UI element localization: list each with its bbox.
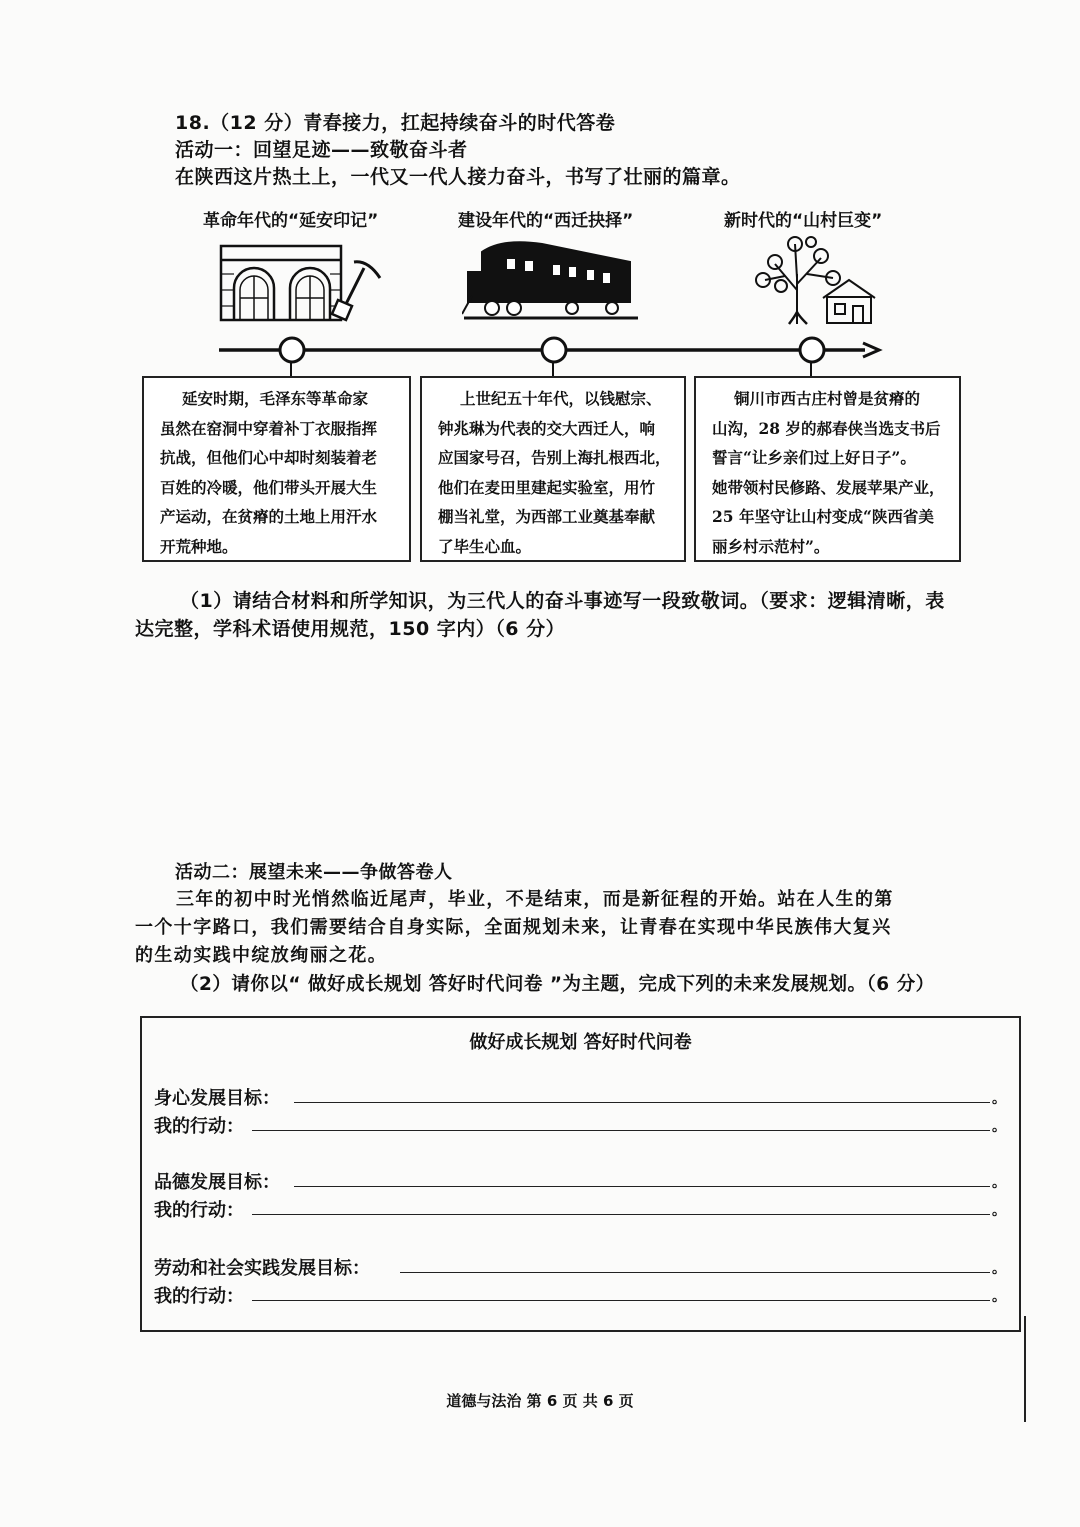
growth-plan-form	[140, 1016, 1021, 1332]
box-line: 百姓的冷暖，他们带头开展大生	[160, 477, 378, 497]
box-line: 钟兆琳为代表的交大西迁人，响	[438, 418, 656, 438]
box-line: 铜川市西古庄村曾是贫瘠的	[734, 389, 921, 408]
sub-question-2: （2）请你以“ 做好成长规划 答好时代问卷 ”为主题，完成下列的未来发展规划。（6 分）	[180, 974, 935, 995]
end-mark: 。	[992, 1203, 1006, 1219]
goal-label-labor-social: 劳动和社会实践发展目标：	[154, 1258, 370, 1279]
activity2-para-line1: 三年的初中时光悄然临近尾声，毕业，不是结束，而是新征程的开始。站在人生的第	[176, 889, 894, 910]
action-label-2: 我的行动：	[154, 1200, 244, 1221]
connector-1	[290, 362, 292, 376]
goal-input-physical-mental[interactable]	[294, 1102, 990, 1103]
box-line: 25 年坚守让山村变成“陕西省美	[712, 507, 934, 526]
box-line: 誓言“让乡亲们过上好日子”。	[712, 448, 916, 467]
sub-question-1-line1: （1）请结合材料和所学知识，为三代人的奋斗事迹写一段致敬词。（要求：逻辑清晰，表	[180, 590, 945, 612]
end-mark: 。	[992, 1091, 1006, 1107]
era-box-revolution	[142, 376, 411, 562]
era-title-construction: 建设年代的“西迁抉择”	[458, 211, 634, 231]
era-title-revolution: 革命年代的“延安印记”	[203, 211, 379, 231]
end-mark: 。	[992, 1289, 1006, 1305]
box-line: 上世纪五十年代，以钱慰宗、	[460, 389, 662, 408]
era-box-new-era	[694, 376, 961, 562]
era-box-construction	[420, 376, 686, 562]
box-line: 她带领村民修路、发展苹果产业，	[712, 477, 945, 497]
box-line: 产运动，在贫瘠的土地上用汗水	[160, 507, 378, 526]
question-title: 18.（12 分）青春接力，扛起持续奋斗的时代答卷	[175, 112, 616, 134]
box-line: 虽然在窑洞中穿着补丁衣服指挥	[160, 418, 378, 438]
end-mark: 。	[992, 1119, 1006, 1135]
end-mark: 。	[992, 1261, 1006, 1277]
activity1-title: 活动一：回望足迹——致敬奋斗者	[175, 139, 468, 161]
connector-2	[552, 362, 554, 376]
box-line: 丽乡村示范村”。	[712, 536, 830, 556]
connector-3	[810, 362, 812, 376]
apple-tree-house-icon	[745, 234, 881, 326]
sub-question-1-line2: 达完整，学科术语使用规范，150 字内）（6 分）	[135, 618, 566, 640]
goal-label-moral: 品德发展目标：	[154, 1172, 280, 1193]
cave-dwelling-icon	[218, 238, 388, 326]
box-line: 棚当礼堂，为西部工业奠基奉献	[438, 507, 656, 526]
action-label-1: 我的行动：	[154, 1116, 244, 1137]
action-label-3: 我的行动：	[154, 1286, 244, 1307]
box-line: 抗战，但他们心中却时刻装着老	[160, 448, 378, 467]
activity2-title: 活动二：展望未来——争做答卷人	[175, 862, 453, 883]
page-footer: 道德与法治 第 6 页 共 6 页	[446, 1392, 634, 1410]
activity2-para-line3: 的生动实践中绽放绚丽之花。	[135, 945, 388, 966]
action-input-3[interactable]	[252, 1300, 990, 1301]
box-line: 应国家号召，告别上海扎根西北，	[438, 448, 671, 467]
timeline-node-revolution	[280, 338, 304, 362]
end-mark: 。	[992, 1175, 1006, 1191]
box-line: 了毕生心血。	[438, 536, 532, 556]
era-title-new-era: 新时代的“山村巨变”	[724, 211, 883, 231]
box-line: 山沟，28 岁的郝春侠当选支书后	[712, 418, 941, 438]
plan-heading: 做好成长规划 答好时代问卷	[469, 1032, 692, 1053]
goal-label-physical-mental: 身心发展目标：	[154, 1088, 280, 1109]
action-input-2[interactable]	[252, 1214, 990, 1215]
timeline-arrow	[215, 333, 885, 367]
timeline-node-new-era	[800, 338, 824, 362]
intro-text: 在陕西这片热土上，一代又一代人接力奋斗，书写了壮丽的篇章。	[175, 166, 741, 188]
steam-train-icon	[462, 232, 640, 326]
action-input-1[interactable]	[252, 1130, 990, 1131]
goal-input-moral[interactable]	[294, 1186, 990, 1187]
box-line: 他们在麦田里建起实验室，用竹	[438, 477, 656, 497]
timeline-node-construction	[542, 338, 566, 362]
goal-input-labor-social[interactable]	[400, 1272, 990, 1273]
box-line: 延安时期，毛泽东等革命家	[182, 389, 369, 408]
box-line: 开荒种地。	[160, 536, 238, 556]
activity2-para-line2: 一个十字路口，我们需要结合自身实际，全面规划未来，让青春在实现中华民族伟大复兴	[135, 917, 892, 938]
